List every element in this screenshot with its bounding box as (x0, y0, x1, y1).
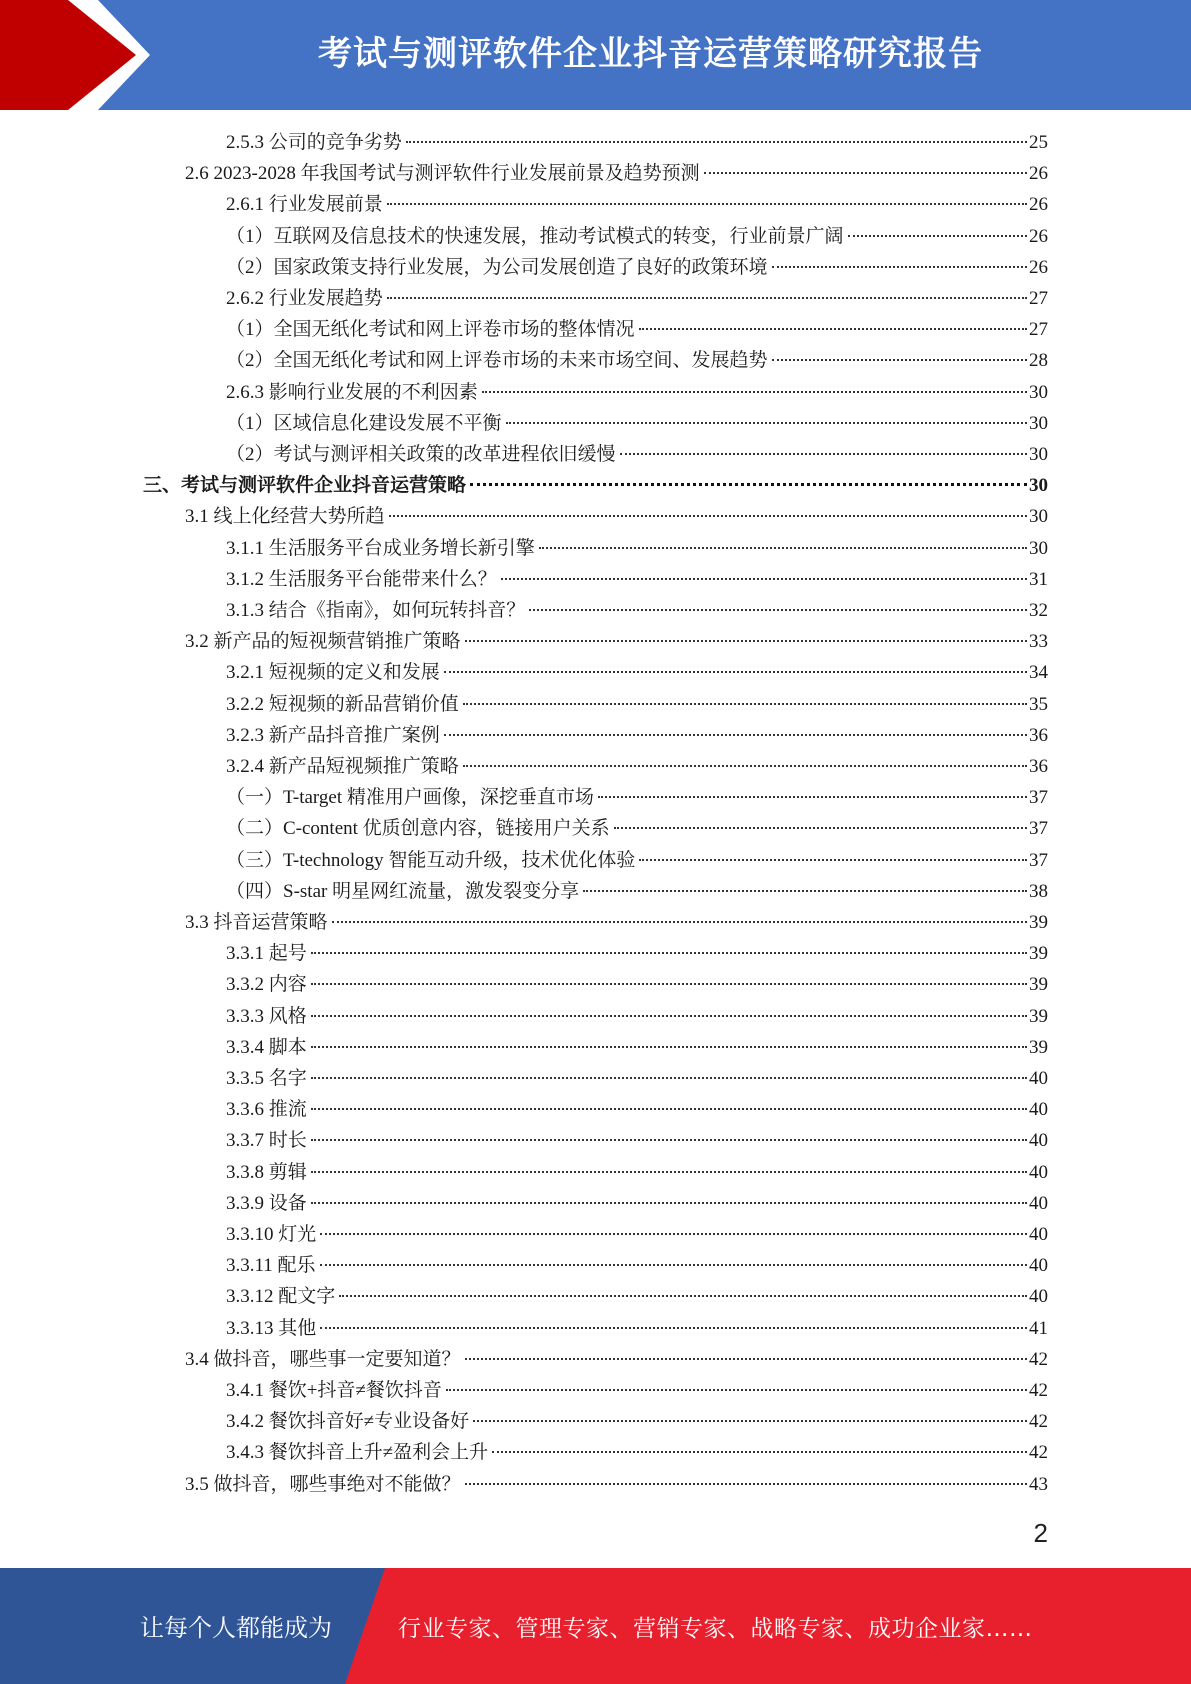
toc-entry[interactable] (226, 127, 1048, 158)
toc-entry-title: 3.4 做抖音，哪些事一定要知道？ (185, 1348, 461, 1370)
toc-entry-page: 32 (1029, 600, 1048, 621)
toc-entry[interactable] (226, 876, 1048, 907)
toc-entry[interactable] (226, 1125, 1048, 1156)
toc-entry-title: （二）C-content 优质创意内容，链接用户关系 (226, 818, 610, 840)
toc-entry[interactable] (226, 314, 1048, 345)
toc-entry-page: 40 (1029, 1099, 1048, 1121)
toc-entry-title: 3.4.2 餐饮抖音好≠专业设备好 (226, 1411, 470, 1433)
toc-dot-leader (339, 1294, 1027, 1297)
toc-dot-leader (492, 1450, 1027, 1453)
toc-entry-title: 3.3.1 起号 (226, 943, 307, 965)
toc-entry-page: 35 (1029, 693, 1048, 715)
toc-entry[interactable] (226, 533, 1048, 564)
toc-entry-page: 41 (1029, 1317, 1048, 1339)
toc-entry-title: 3.3.10 灯光 (226, 1224, 317, 1245)
toc-entry[interactable] (226, 1188, 1048, 1219)
toc-entry[interactable] (226, 1032, 1048, 1063)
toc-dot-leader (311, 1014, 1027, 1017)
toc-entry-title: 3.2 新产品的短视频营销推广策略 (185, 631, 461, 653)
toc-entry-title: 3.3.11 配乐 (226, 1255, 316, 1277)
toc-entry-title: （2）全国无纸化考试和网上评卷市场的未来市场空间、发展趋势 (226, 350, 768, 372)
toc-entry[interactable] (143, 470, 1048, 501)
toc-dot-leader (387, 296, 1027, 299)
toc-entry-title: 3.3.4 脚本 (226, 1036, 307, 1058)
toc-dot-leader (848, 234, 1027, 237)
toc-entry-page: 38 (1029, 880, 1048, 902)
toc-dot-leader (772, 358, 1027, 361)
toc-entry[interactable] (226, 252, 1048, 283)
toc-dot-leader (311, 1107, 1027, 1110)
toc-entry-page: 37 (1029, 818, 1048, 840)
toc-entry-title: （1）互联网及信息技术的快速发展，推动考试模式的转变，行业前景广阔 (226, 225, 844, 247)
toc-dot-leader (387, 202, 1027, 205)
toc-entry-page: 42 (1029, 1442, 1048, 1464)
toc-entry-title: 3.3.6 推流 (226, 1099, 307, 1121)
toc-dot-leader (332, 920, 1027, 923)
toc-entry-title: 3.1.2 生活服务平台能带来什么？ (226, 568, 497, 590)
toc-entry[interactable] (226, 377, 1048, 408)
toc-entry-page: 36 (1029, 724, 1048, 746)
toc-dot-leader (311, 1170, 1027, 1173)
toc-entry-page: 39 (1029, 1036, 1048, 1058)
toc-dot-leader (473, 1419, 1027, 1422)
toc-entry-title: （1）全国无纸化考试和网上评卷市场的整体情况 (226, 319, 635, 341)
toc-entry[interactable] (226, 751, 1048, 782)
toc-entry[interactable] (226, 1313, 1048, 1344)
toc-entry-title: 三、考试与测评软件企业抖音运营策略 (143, 475, 467, 497)
toc-entry-page: 30 (1029, 475, 1048, 497)
toc-dot-leader (614, 826, 1027, 829)
toc-entry-page: 40 (1029, 1161, 1048, 1183)
toc-dot-leader (311, 982, 1027, 985)
toc-entry[interactable] (226, 813, 1048, 844)
document-title: 考试与测评软件企业抖音运营策略研究报告 (318, 34, 983, 74)
toc-entry[interactable] (185, 501, 1048, 532)
toc-entry-page: 39 (1029, 943, 1048, 965)
footer-slogan-right: 行业专家、管理专家、营销专家、战略专家、成功企业家…… (398, 1616, 1033, 1642)
toc-entry[interactable] (226, 564, 1048, 595)
toc-dot-leader (311, 1138, 1027, 1141)
toc-entry-page: 25 (1029, 132, 1048, 153)
toc-entry-page: 39 (1029, 912, 1048, 933)
toc-entry-title: 3.5 做抖音，哪些事绝对不能做？ (185, 1473, 461, 1495)
toc-entry-title: 3.1.1 生活服务平台成业务增长新引擎 (226, 537, 535, 559)
toc-entry[interactable] (226, 1250, 1048, 1281)
toc-entry-page: 40 (1029, 1255, 1048, 1277)
toc-dot-leader (444, 733, 1027, 736)
toc-dot-leader (529, 608, 1027, 611)
toc-entry[interactable] (226, 1001, 1048, 1032)
toc-dot-leader (444, 670, 1027, 673)
toc-entry-title: 3.3 抖音运营策略 (185, 912, 328, 933)
toc-entry-title: （1）区域信息化建设发展不平衡 (226, 412, 502, 434)
toc-dot-leader (501, 577, 1027, 580)
toc-entry-title: 2.6 2023-2028 年我国考试与测评软件行业发展前景及趋势预测 (185, 163, 700, 185)
toc-entry-page: 30 (1029, 412, 1048, 434)
toc-dot-leader (463, 764, 1027, 767)
toc-entry[interactable] (226, 1281, 1048, 1312)
toc-entry-title: 2.6.2 行业发展趋势 (226, 288, 383, 309)
toc-entry-page: 34 (1029, 662, 1048, 684)
page-number: 2 (1033, 1518, 1048, 1548)
toc-dot-leader (470, 482, 1027, 486)
toc-entry[interactable] (185, 1344, 1048, 1375)
toc-entry-page: 40 (1029, 1286, 1048, 1308)
toc-entry-page: 40 (1029, 1068, 1048, 1089)
toc-entry-title: 3.1.3 结合《指南》，如何玩转抖音？ (226, 600, 526, 621)
toc-dot-leader (704, 171, 1027, 174)
toc-entry[interactable] (226, 221, 1048, 252)
toc-entry-title: 3.2.1 短视频的定义和发展 (226, 662, 440, 684)
toc-dot-leader (311, 1201, 1027, 1204)
toc-entry[interactable] (226, 782, 1048, 813)
toc-entry-title: 3.3.3 风格 (226, 1005, 307, 1027)
toc-entry[interactable] (226, 408, 1048, 439)
toc-entry-page: 43 (1029, 1473, 1048, 1495)
toc-entry[interactable] (226, 845, 1048, 876)
toc-entry-page: 39 (1029, 974, 1048, 996)
footer-slogan-left: 让每个人都能成为 (140, 1614, 332, 1642)
toc-entry[interactable] (226, 720, 1048, 751)
toc-entry-page: 26 (1029, 163, 1048, 185)
toc-dot-leader (506, 421, 1027, 424)
toc-dot-leader (311, 1045, 1027, 1048)
toc-dot-leader (320, 1263, 1027, 1266)
toc-dot-leader (320, 1232, 1027, 1235)
toc-entry[interactable] (226, 1375, 1048, 1406)
toc-entry-title: 3.2.4 新产品短视频推广策略 (226, 756, 459, 777)
toc-entry-page: 26 (1029, 256, 1048, 278)
toc-entry-page: 30 (1029, 381, 1048, 403)
toc-entry-title: （四）S-star 明星网红流量，激发裂变分享 (226, 880, 580, 902)
toc-entry-page: 40 (1029, 1224, 1048, 1245)
toc-entry-title: 3.2.2 短视频的新品营销价值 (226, 693, 459, 715)
toc-dot-leader (639, 327, 1027, 330)
toc-entry-title: 3.2.3 新产品抖音推广案例 (226, 724, 440, 746)
toc-dot-leader (482, 390, 1027, 393)
toc-entry-title: （2）考试与测评相关政策的改革进程依旧缓慢 (226, 444, 616, 465)
toc-entry-title: 2.5.3 公司的竞争劣势 (226, 132, 402, 153)
toc-entry-title: 3.3.9 设备 (226, 1192, 307, 1214)
toc-entry-page: 40 (1029, 1192, 1048, 1214)
toc-entry-title: （一）T-target 精准用户画像，深挖垂直市场 (226, 787, 594, 809)
toc-dot-leader (406, 140, 1027, 143)
toc-entry-page: 26 (1029, 225, 1048, 247)
toc-entry[interactable] (185, 1469, 1048, 1500)
toc-entry[interactable] (226, 1406, 1048, 1437)
toc-entry-page: 26 (1029, 194, 1048, 216)
toc-entry-page: 37 (1029, 849, 1048, 871)
toc-entry[interactable] (226, 595, 1048, 626)
toc-entry-title: （三）T-technology 智能互动升级，技术优化体验 (226, 849, 636, 871)
toc-entry-title: 3.4.3 餐饮抖音上升≠盈利会上升 (226, 1442, 489, 1464)
toc-entry-title: 3.4.1 餐饮+抖音≠餐饮抖音 (226, 1380, 442, 1401)
toc-entry-title: 3.3.12 配文字 (226, 1286, 336, 1308)
toc-entry-page: 33 (1029, 631, 1048, 653)
toc-entry-title: 2.6.1 行业发展前景 (226, 194, 383, 216)
toc-dot-leader (598, 795, 1027, 798)
toc-entry[interactable] (226, 689, 1048, 720)
toc-entry-title: 3.3.7 时长 (226, 1130, 307, 1152)
toc-entry-page: 27 (1029, 288, 1048, 309)
toc-entry[interactable] (185, 158, 1048, 189)
toc-entry[interactable] (226, 189, 1048, 220)
toc-entry[interactable] (226, 1063, 1048, 1094)
toc-entry[interactable] (226, 938, 1048, 969)
toc-entry[interactable] (226, 439, 1048, 470)
toc-entry-page: 27 (1029, 319, 1048, 341)
toc-entry-page: 37 (1029, 787, 1048, 809)
toc-dot-leader (772, 265, 1027, 268)
toc-dot-leader (446, 1388, 1027, 1391)
toc-dot-leader (620, 452, 1027, 455)
toc-dot-leader (465, 639, 1027, 642)
toc-dot-leader (639, 858, 1027, 861)
toc-dot-leader (389, 514, 1027, 517)
toc-entry-page: 42 (1029, 1411, 1048, 1433)
toc-entry[interactable] (226, 657, 1048, 688)
toc-entry[interactable] (185, 626, 1048, 657)
toc-dot-leader (311, 1076, 1027, 1079)
toc-entry[interactable] (185, 907, 1048, 938)
toc-entry-page: 42 (1029, 1380, 1048, 1401)
toc-dot-leader (320, 1326, 1027, 1329)
toc-entry-title: 3.3.13 其他 (226, 1317, 317, 1339)
toc-entry-page: 36 (1029, 756, 1048, 777)
toc-entry[interactable] (226, 345, 1048, 376)
toc-entry-page: 30 (1029, 444, 1048, 465)
toc-entry-page: 40 (1029, 1130, 1048, 1152)
toc-entry-title: （2）国家政策支持行业发展，为公司发展创造了良好的政策环境 (226, 256, 768, 278)
toc-dot-leader (465, 1482, 1027, 1485)
toc-dot-leader (463, 702, 1027, 705)
toc-entry-page: 30 (1029, 506, 1048, 528)
toc-entry[interactable] (226, 1094, 1048, 1125)
toc-entry[interactable] (226, 1219, 1048, 1250)
toc-entry[interactable] (226, 1437, 1048, 1468)
toc-dot-leader (583, 889, 1027, 892)
toc-entry-title: 3.3.2 内容 (226, 974, 307, 996)
toc-dot-leader (465, 1357, 1027, 1360)
toc-entry[interactable] (226, 283, 1048, 314)
toc-entry-title: 3.1 线上化经营大势所趋 (185, 506, 385, 528)
toc-entry[interactable] (226, 1157, 1048, 1188)
toc-entry-page: 39 (1029, 1005, 1048, 1027)
toc-entry[interactable] (226, 969, 1048, 1000)
toc-entry-page: 42 (1029, 1348, 1048, 1370)
toc-entry-title: 2.6.3 影响行业发展的不利因素 (226, 381, 478, 403)
toc-dot-leader (311, 951, 1027, 954)
toc-entry-title: 3.3.8 剪辑 (226, 1161, 307, 1183)
toc-entry-title: 3.3.5 名字 (226, 1068, 307, 1089)
toc-dot-leader (539, 546, 1027, 549)
toc-entry-page: 30 (1029, 537, 1048, 559)
toc-entry-page: 31 (1029, 568, 1048, 590)
toc-entry-page: 28 (1029, 350, 1048, 372)
